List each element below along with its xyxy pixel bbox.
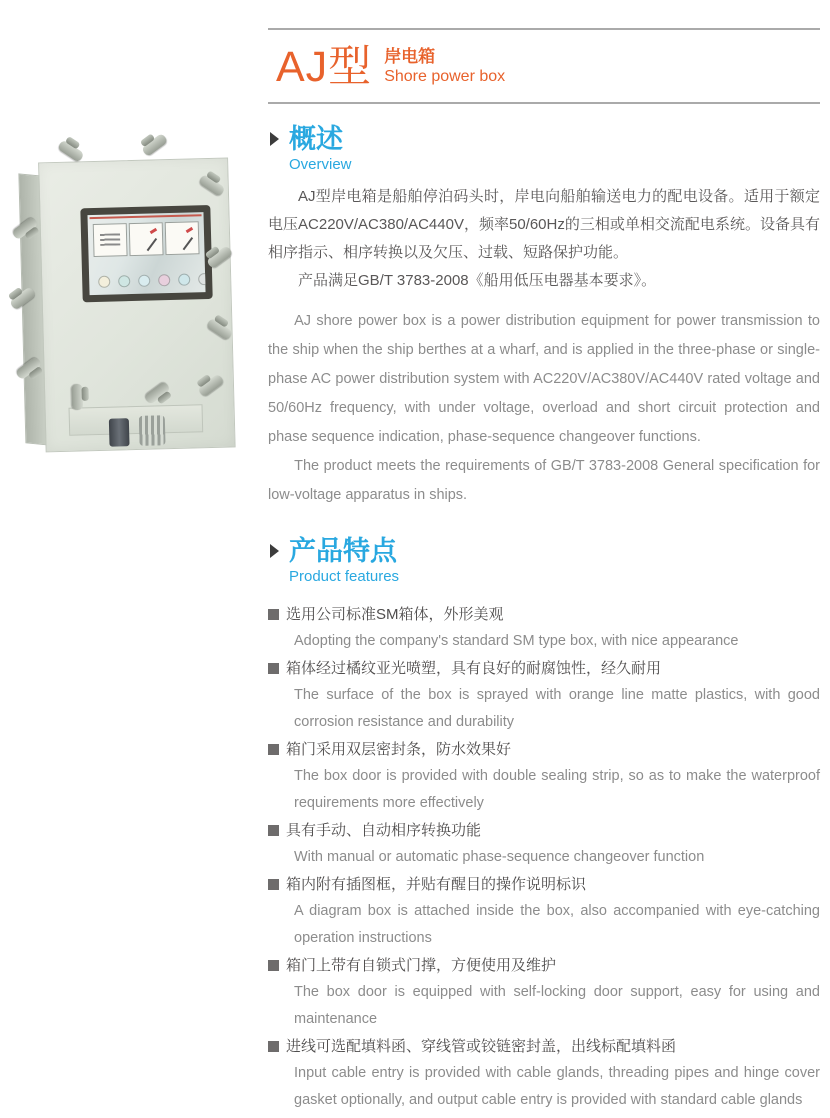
feature-text-en: Adopting the company's standard SM type box, with nice appearance [294, 633, 739, 649]
product-photo [10, 138, 258, 483]
indicator-light [178, 274, 190, 286]
overview-heading [268, 124, 820, 175]
feature-text-en: The box door is equipped with self-locking door support, easy for using and maintenance [294, 984, 820, 1027]
meter-row [93, 221, 200, 257]
features-heading [268, 536, 820, 587]
feature-text-en: Input cable entry is provided with cable glands, threading pipes and hinge cover gasket optionally, and output cable entry is provided with standard cable glands [294, 1065, 820, 1108]
overview-title-en: Overview [289, 156, 352, 173]
square-bullet-icon [268, 1041, 279, 1052]
product-model-title: AJ型 [276, 43, 373, 91]
feature-text-cn: 箱门上带有自锁式门撑，方便使用及维护 [268, 952, 820, 979]
feature-text-en: The box door is provided with double sealing strip, so as to make the waterproof requirements more effectively [294, 768, 820, 811]
feature-text-en: With manual or automatic phase-sequence changeover function [294, 849, 705, 865]
window-glass [87, 212, 205, 295]
feature-text-cn: 箱内附有插图框，并贴有醒目的操作说明标识 [268, 871, 820, 898]
feature-item [268, 601, 820, 655]
feature-text-cn: 进线可选配填料函、穿线管或铰链密封盖，出线标配填料函 [268, 1033, 820, 1060]
section-arrow-icon [270, 132, 279, 146]
latch [57, 139, 85, 163]
feature-item [268, 736, 820, 817]
meter-window [80, 205, 212, 302]
overview-paragraph-en: The product meets the requirements of GB/T 3783-2008 General specification for low-voltage apparatus in ships. [268, 458, 820, 503]
feature-text-cn: 箱体经过橘纹亚光喷塑，具有良好的耐腐蚀性，经久耐用 [268, 655, 820, 682]
indicator-row [98, 273, 205, 288]
indicator-light [138, 275, 150, 287]
square-bullet-icon [268, 960, 279, 971]
features-title-cn: 产品特点 [289, 536, 397, 566]
product-name-cn: 岸电箱 [384, 47, 436, 66]
overview-paragraph-en: AJ shore power box is a power distribution equipment for power transmission to the ship when the ship berthes at a wharf, and is applied in the three-phase or single-phase AC power distribution system with AC220V/AC380V/AC440V rated voltage and 50/60Hz frequency, with under voltage, overload and short circuit protection and phase sequence indication, phase-sequence changeover functions. [268, 313, 820, 445]
features-title-en: Product features [289, 568, 400, 585]
product-name-en: Shore power box [384, 68, 506, 85]
feature-item [268, 655, 820, 736]
section-arrow-icon [270, 544, 279, 558]
overview-title-cn: 概述 [289, 124, 343, 154]
analog-meter [129, 222, 164, 256]
indicator-light [98, 276, 110, 288]
square-bullet-icon [268, 663, 279, 674]
latch [71, 384, 83, 410]
feature-item [268, 1033, 820, 1114]
content-column [268, 0, 820, 1114]
header-divider [268, 102, 820, 104]
indicator-light [158, 274, 170, 286]
cable-gland [109, 418, 130, 447]
feature-item [268, 952, 820, 1033]
feature-text-en: A diagram box is attached inside the box, also accompanied with eye-catching operation instructions [294, 903, 820, 946]
indicator-light [118, 275, 130, 287]
feature-text-en: The surface of the box is sprayed with orange line matte plastics, with good corrosion resistance and durability [294, 687, 820, 730]
indicator-light [198, 273, 205, 285]
feature-item [268, 817, 820, 871]
square-bullet-icon [268, 825, 279, 836]
feature-text-cn: 选用公司标准SM箱体，外形美观 [268, 601, 820, 628]
features-list [268, 601, 820, 1114]
features-section [268, 536, 820, 1114]
square-bullet-icon [268, 879, 279, 890]
window-red-line [90, 214, 202, 219]
shore-power-box-image [6, 135, 263, 486]
counter-meter [93, 223, 128, 257]
overview-paragraph-cn: 产品满足GB/T 3783-2008《船用低压电器基本要求》。 [298, 272, 657, 289]
feature-text-cn: 箱门采用双层密封条，防水效果好 [268, 736, 820, 763]
overview-paragraph-cn: AJ型岸电箱是船舶停泊码头时，岸电向船舶输送电力的配电设备。适用于额定电压AC220V/AC380/AC440V，频率50/60Hz的三相或单相交流配电系统。设备具有相序指示、相序转换以及欠压、过载、短路保护功能。 [268, 188, 820, 261]
latch [141, 133, 168, 157]
cable-gland [139, 415, 166, 446]
product-subtitle [384, 47, 505, 87]
feature-text-cn: 具有手动、自动相序转换功能 [268, 817, 820, 844]
analog-meter [165, 221, 200, 255]
square-bullet-icon [268, 609, 279, 620]
square-bullet-icon [268, 744, 279, 755]
feature-item [268, 871, 820, 952]
overview-section [268, 124, 820, 510]
bottom-flange [69, 404, 204, 435]
page-header [268, 30, 820, 102]
